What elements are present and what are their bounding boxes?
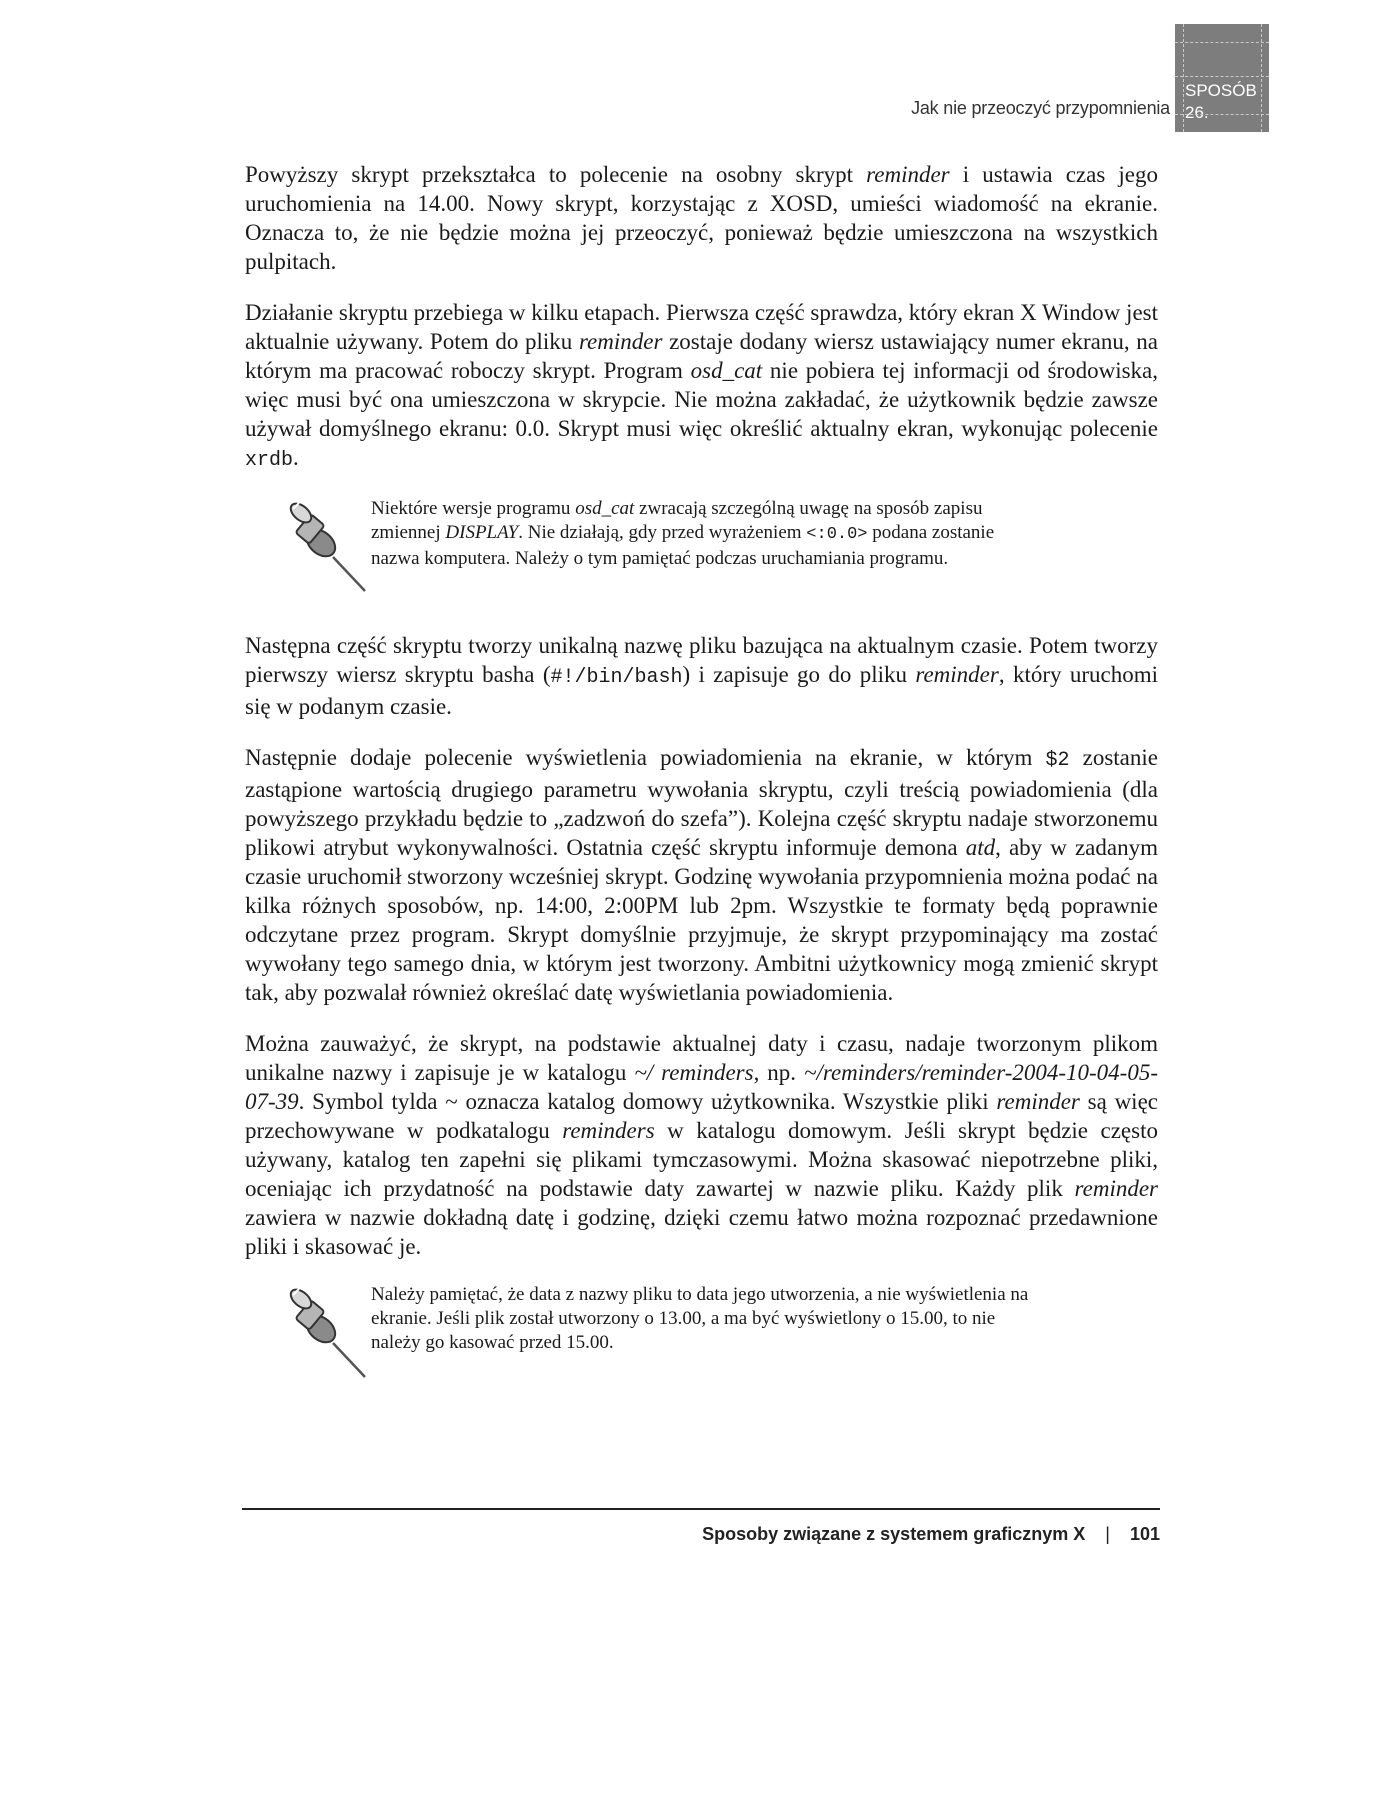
section-tab-label: SPOSÓB xyxy=(1185,81,1257,100)
running-header-title: Jak nie przeoczyć przypomnienia xyxy=(911,98,1170,118)
page-body xyxy=(245,160,1158,1417)
paragraph-2: Działanie skryptu przebiega w kilku etapach. Pierwsza część sprawdza, który ekran X Window jest aktualnie używany. Potem do pliku reminder zostaje dodany wiersz ustawiający numer ekranu, na którym ma pracować roboczy skrypt. Program osd_cat nie pobiera tej informacji od środowiska, więc musi być ona umieszczona w skrypcie. Nie można zakładać, że użytkownik będzie zawsze używał domyślnego ekranu: 0.0. Skrypt musi więc określić aktualny ekran, wykonując polecenie xrdb. xyxy=(245,300,1159,472)
paragraph-3: Następna część skryptu tworzy unikalną nazwę pliku bazująca na aktualnym czasie. Potem tworzy pierwszy wiersz skryptu basha (#!/bin/bash) i zapisuje go do pliku reminder, który uruchomi się w podanym czasie. xyxy=(245,633,1159,719)
paragraph-4: Następnie dodaje polecenie wyświetlenia powiadomienia na ekranie, w którym $2 zostanie zastąpione wartością drugiego parametru wywołania skryptu, czyli treścią powiadomienia (dla powyższego przykładu będzie to „zadzwoń do szefa”). Kolejna część skryptu nadaje stworzonemu plikowi atrybut wykonywalności. Ostatnia część skryptu informuje demona atd, aby w zadanym czasie uruchomił stworzony wcześniej skrypt. Godzinę wywołania przypomnienia można podać na kilka różnych sposobów, np. 14:00, 2:00PM lub 2pm. Wszystkie te formaty będą poprawnie odczytane przez program. Skrypt domyślnie przyjmuje, że skrypt przypominający ma zostać wywołany tego samego dnia, w którym jest tworzony. Ambitni użytkownicy mogą zmienić skrypt tak, aby pozwalał również określać datę wyświetlania powiadomienia. xyxy=(245,745,1158,1005)
note-1 xyxy=(245,497,1158,607)
note-1-text: Niektóre wersje programu osd_cat zwracają szczególną uwagę na sposób zapisu zmiennej DISPLAY. Nie działają, gdy przed wyrażeniem <:0.0> podana zostanie nazwa komputera. Należy o tym pamiętać podczas uruchamiania programu. xyxy=(371,498,995,569)
pushpin-icon xyxy=(287,1285,369,1381)
pushpin-icon xyxy=(287,499,369,595)
page-number: 101 xyxy=(1129,1524,1160,1544)
note-2 xyxy=(245,1283,1158,1393)
section-tab xyxy=(1175,24,1269,132)
section-tab-number: 26. xyxy=(1185,103,1209,122)
footer-separator: | xyxy=(1105,1524,1110,1544)
footer-rule xyxy=(242,1508,1160,1510)
note-2-text: Należy pamiętać, że data z nazwy pliku to data jego utworzenia, a nie wyświetlenia na ekranie. Jeśli plik został utworzony o 13.00, a ma być wyświetlony o 15.00, to nie należy go kasować przed 15.00. xyxy=(371,1284,1029,1353)
paragraph-1: Powyższy skrypt przekształca to polecenie na osobny skrypt reminder i ustawia czas jego uruchomienia na 14.00. Nowy skrypt, korzystając z XOSD, umieści wiadomość na ekranie. Oznacza to, że nie będzie można jej przeoczyć, ponieważ będzie umieszczona na wszystkich pulpitach. xyxy=(245,162,1159,274)
footer-chapter-title: Sposoby związane z systemem graficznym X xyxy=(702,1524,1086,1544)
paragraph-5: Można zauważyć, że skrypt, na podstawie aktualnej daty i czasu, nadaje tworzonym plikom unikalne nazwy i zapisuje je w katalogu ~/ reminders, np. ~/reminders/reminder-2004-10-04-05-07-39. Symbol tylda ~ oznacza katalog domowy użytkownika. Wszystkie pliki reminder są więc przechowywane w podkatalogu reminders w katalogu domowym. Jeśli skrypt będzie często używany, katalog ten zapełni się plikami tymczasowymi. Można skasować niepotrzebne pliki, oceniając ich przydatność na podstawie daty zawartej w nazwie pliku. Każdy plik reminder zawiera w nazwie dokładną datę i godzinę, dzięki czemu łatwo można rozpoznać przedawnione pliki i skasować je. xyxy=(245,1031,1158,1259)
page-footer xyxy=(660,1524,1160,1545)
